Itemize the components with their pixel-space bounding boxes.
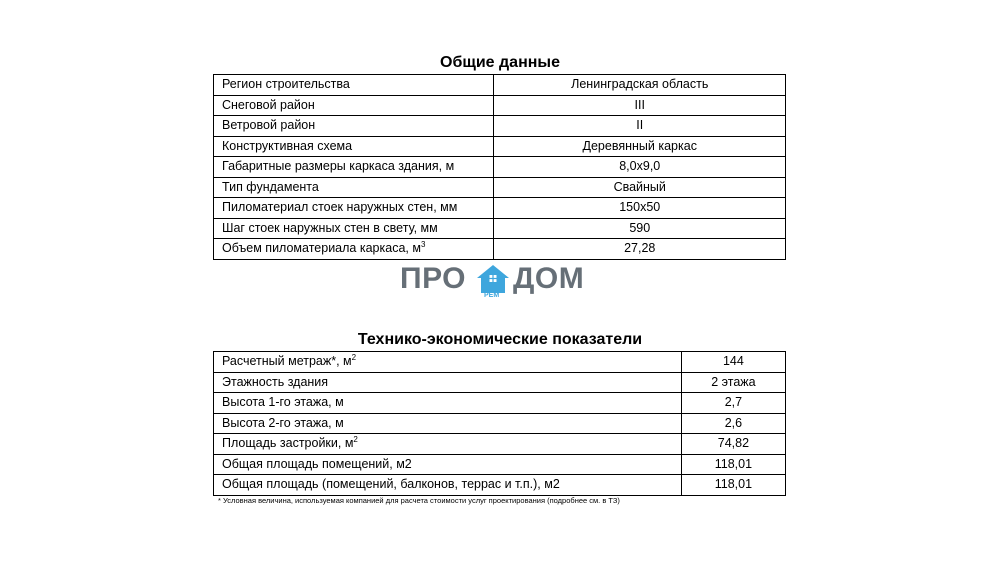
row-label: Шаг стоек наружных стен в свету, мм bbox=[214, 218, 494, 239]
row-label: Регион строительства bbox=[214, 75, 494, 96]
row-label-text: Объем пиломатериала каркаса, м bbox=[222, 241, 421, 256]
table-row bbox=[214, 75, 786, 96]
row-label bbox=[214, 239, 494, 260]
table-row bbox=[214, 352, 786, 373]
house-icon bbox=[475, 263, 511, 295]
logo-word-right: ДОМ bbox=[513, 262, 585, 295]
footnote: * Условная величина, используемая компанией для расчета стоимости услуг проектирования (подробнее см. в ТЗ) bbox=[218, 496, 620, 505]
unit-superscript: 3 bbox=[420, 240, 426, 250]
row-label bbox=[214, 434, 682, 455]
row-label: Высота 2-го этажа, м bbox=[214, 413, 682, 434]
row-label: Габаритные размеры каркаса здания, м bbox=[214, 157, 494, 178]
row-value: 590 bbox=[494, 218, 786, 239]
table-row bbox=[214, 218, 786, 239]
row-label: Ветровой район bbox=[214, 116, 494, 137]
indicators-table bbox=[213, 351, 786, 496]
row-label-text: Расчетный метраж*, м bbox=[222, 354, 352, 369]
row-value: 150х50 bbox=[494, 198, 786, 219]
row-value: Свайный bbox=[494, 177, 786, 198]
table-row bbox=[214, 413, 786, 434]
row-label: Тип фундамента bbox=[214, 177, 494, 198]
row-value: III bbox=[494, 95, 786, 116]
table-row bbox=[214, 177, 786, 198]
row-value: 118,01 bbox=[681, 475, 785, 496]
row-value: Ленинградская область bbox=[494, 75, 786, 96]
table-row bbox=[214, 372, 786, 393]
row-label: Конструктивная схема bbox=[214, 136, 494, 157]
row-value: 8,0х9,0 bbox=[494, 157, 786, 178]
row-value: 144 bbox=[681, 352, 785, 373]
unit-superscript: 2 bbox=[353, 435, 358, 445]
table-row bbox=[214, 95, 786, 116]
row-label: Общая площадь (помещений, балконов, террас и т.п.), м2 bbox=[214, 475, 682, 496]
row-label: Общая площадь помещений, м2 bbox=[214, 454, 682, 475]
row-label: Высота 1-го этажа, м bbox=[214, 393, 682, 414]
row-value: II bbox=[494, 116, 786, 137]
row-value: 2 этажа bbox=[681, 372, 785, 393]
indicators-title: Технико-экономические показатели bbox=[357, 331, 643, 348]
table-row bbox=[214, 475, 786, 496]
general-data-title: Общие данные bbox=[440, 54, 560, 71]
row-value: 27,28 bbox=[494, 239, 786, 260]
row-label: Пиломатериал стоек наружных стен, мм bbox=[214, 198, 494, 219]
prodom-logo bbox=[400, 261, 600, 301]
unit-superscript: 2 bbox=[351, 353, 357, 363]
row-value: 2,7 bbox=[681, 393, 785, 414]
row-label: Снеговой район bbox=[214, 95, 494, 116]
row-label bbox=[214, 352, 682, 373]
logo-small-text: РЕМ bbox=[484, 292, 500, 299]
row-value: 74,82 bbox=[681, 434, 785, 455]
table-row bbox=[214, 116, 786, 137]
table-row bbox=[214, 198, 786, 219]
general-data-table bbox=[213, 74, 786, 260]
table-row bbox=[214, 393, 786, 414]
row-label: Этажность здания bbox=[214, 372, 682, 393]
row-value: 2,6 bbox=[681, 413, 785, 434]
row-value: Деревянный каркас bbox=[494, 136, 786, 157]
table-row bbox=[214, 157, 786, 178]
table-row bbox=[214, 434, 786, 455]
table-row bbox=[214, 239, 786, 260]
table-row bbox=[214, 136, 786, 157]
table-row bbox=[214, 454, 786, 475]
logo-word-left: ПРО bbox=[400, 262, 467, 295]
row-label-text: Площадь застройки, м bbox=[222, 436, 354, 451]
row-value: 118,01 bbox=[681, 454, 785, 475]
